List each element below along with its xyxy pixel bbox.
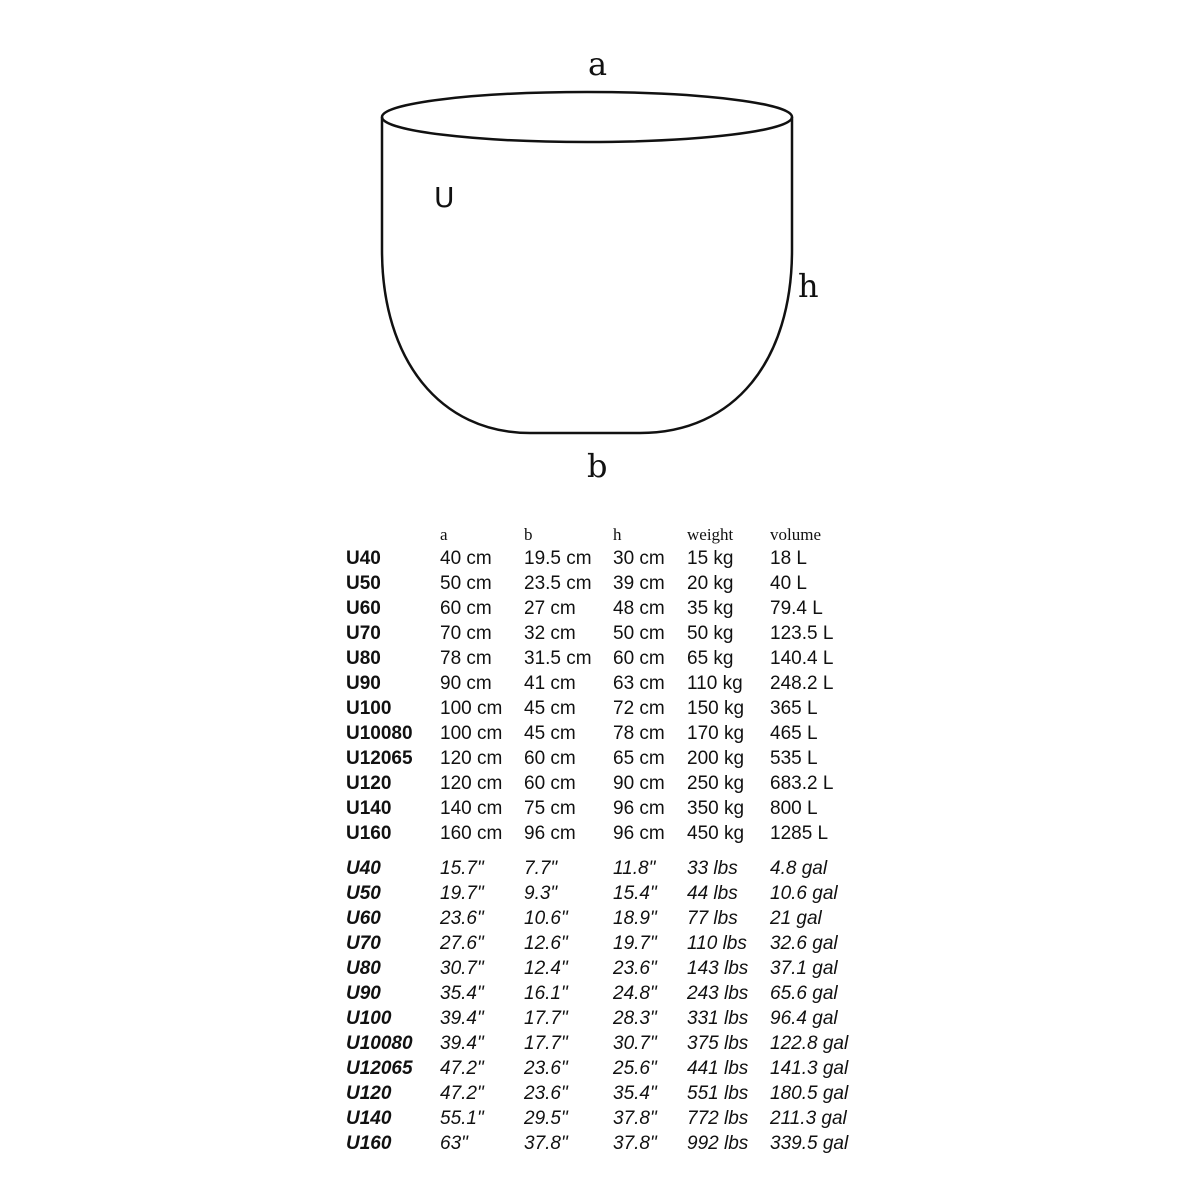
imperial-cell-volume: 4.8 gal — [770, 858, 828, 879]
metric-cell-weight: 250 kg — [687, 773, 745, 794]
imperial-cell-weight: 375 lbs — [687, 1033, 749, 1054]
metric-cell-weight: 170 kg — [687, 723, 745, 744]
metric-cell-b: 45 cm — [524, 698, 576, 719]
imperial-cell-a: 39.4" — [440, 1033, 484, 1054]
metric-cell-a: 160 cm — [440, 823, 503, 844]
imperial-cell-a: 47.2" — [440, 1058, 484, 1079]
imperial-cell-a: 23.6" — [440, 908, 484, 929]
imperial-cell-weight: 44 lbs — [687, 883, 738, 904]
imperial-cell-model: U120 — [346, 1083, 392, 1104]
metric-cell-a: 50 cm — [440, 573, 492, 594]
header-volume: volume — [770, 525, 821, 544]
metric-cell-h: 39 cm — [613, 573, 665, 594]
imperial-cell-model: U100 — [346, 1008, 392, 1029]
metric-cell-a: 100 cm — [440, 723, 503, 744]
imperial-cell-weight: 772 lbs — [687, 1108, 749, 1129]
imperial-cell-model: U40 — [346, 858, 381, 879]
metric-cell-weight: 15 kg — [687, 548, 734, 569]
metric-cell-weight: 35 kg — [687, 598, 734, 619]
imperial-cell-a: 47.2" — [440, 1083, 484, 1104]
imperial-cell-h: 23.6" — [613, 958, 657, 979]
imperial-cell-b: 17.7" — [524, 1008, 568, 1029]
imperial-cell-model: U50 — [346, 883, 381, 904]
imperial-cell-volume: 122.8 gal — [770, 1033, 849, 1054]
imperial-cell-weight: 143 lbs — [687, 958, 749, 979]
imperial-cell-weight: 77 lbs — [687, 908, 738, 929]
imperial-cell-volume: 180.5 gal — [770, 1083, 849, 1104]
header-model — [346, 524, 440, 546]
imperial-row — [346, 1056, 880, 1081]
imperial-cell-h: 18.9" — [613, 908, 657, 929]
imperial-cell-b: 12.4" — [524, 958, 568, 979]
imperial-row — [346, 906, 880, 931]
imperial-cell-b: 9.3" — [524, 883, 558, 904]
metric-cell-h: 90 cm — [613, 773, 665, 794]
imperial-cell-model: U160 — [346, 1133, 392, 1154]
metric-cell-volume: 535 L — [770, 748, 818, 769]
metric-cell-weight: 65 kg — [687, 648, 734, 669]
metric-cell-model: U80 — [346, 648, 381, 669]
metric-row — [346, 821, 880, 846]
metric-cell-weight: 200 kg — [687, 748, 745, 769]
metric-cell-a: 40 cm — [440, 548, 492, 569]
imperial-cell-b: 23.6" — [524, 1058, 568, 1079]
imperial-cell-volume: 65.6 gal — [770, 983, 838, 1004]
metric-cell-weight: 20 kg — [687, 573, 734, 594]
metric-spec-table — [346, 524, 880, 846]
metric-cell-weight: 350 kg — [687, 798, 745, 819]
metric-cell-a: 70 cm — [440, 623, 492, 644]
metric-cell-b: 60 cm — [524, 773, 576, 794]
imperial-cell-b: 23.6" — [524, 1083, 568, 1104]
imperial-cell-h: 11.8" — [613, 858, 656, 879]
metric-cell-b: 60 cm — [524, 748, 576, 769]
imperial-row — [346, 881, 880, 906]
imperial-cell-volume: 21 gal — [770, 908, 822, 929]
metric-cell-b: 75 cm — [524, 798, 576, 819]
metric-row — [346, 771, 880, 796]
metric-row — [346, 546, 880, 571]
imperial-spec-table — [346, 856, 880, 1156]
imperial-cell-b: 29.5" — [524, 1108, 568, 1129]
imperial-cell-weight: 441 lbs — [687, 1058, 749, 1079]
imperial-row — [346, 1081, 880, 1106]
imperial-cell-a: 27.6" — [440, 933, 484, 954]
metric-cell-b: 27 cm — [524, 598, 576, 619]
metric-cell-h: 96 cm — [613, 798, 665, 819]
imperial-cell-volume: 32.6 gal — [770, 933, 838, 954]
metric-cell-volume: 365 L — [770, 698, 818, 719]
imperial-cell-a: 15.7" — [440, 858, 484, 879]
metric-cell-volume: 683.2 L — [770, 773, 834, 794]
imperial-cell-weight: 110 lbs — [687, 933, 747, 954]
metric-row — [346, 646, 880, 671]
imperial-cell-model: U90 — [346, 983, 381, 1004]
metric-cell-b: 32 cm — [524, 623, 576, 644]
imperial-cell-h: 28.3" — [613, 1008, 657, 1029]
imperial-cell-model: U140 — [346, 1108, 392, 1129]
imperial-row — [346, 856, 880, 881]
metric-cell-h: 30 cm — [613, 548, 665, 569]
imperial-cell-weight: 243 lbs — [687, 983, 749, 1004]
metric-cell-volume: 40 L — [770, 573, 807, 594]
metric-cell-weight: 150 kg — [687, 698, 745, 719]
imperial-cell-weight: 33 lbs — [687, 858, 738, 879]
imperial-cell-a: 55.1" — [440, 1108, 484, 1129]
imperial-cell-volume: 141.3 gal — [770, 1058, 849, 1079]
metric-row — [346, 796, 880, 821]
metric-cell-model: U12065 — [346, 748, 413, 769]
metric-cell-a: 100 cm — [440, 698, 503, 719]
metric-cell-b: 96 cm — [524, 823, 576, 844]
imperial-cell-weight: 992 lbs — [687, 1133, 749, 1154]
metric-cell-model: U50 — [346, 573, 381, 594]
metric-cell-h: 48 cm — [613, 598, 665, 619]
metric-cell-weight: 110 kg — [687, 673, 743, 694]
metric-cell-h: 60 cm — [613, 648, 665, 669]
imperial-cell-volume: 96.4 gal — [770, 1008, 838, 1029]
imperial-cell-b: 16.1" — [524, 983, 568, 1004]
header-b: b — [524, 525, 533, 544]
imperial-row — [346, 1106, 880, 1131]
imperial-cell-a: 35.4" — [440, 983, 484, 1004]
imperial-row — [346, 1131, 880, 1156]
imperial-row — [346, 1031, 880, 1056]
imperial-cell-h: 35.4" — [613, 1083, 657, 1104]
metric-cell-b: 31.5 cm — [524, 648, 592, 669]
metric-cell-volume: 800 L — [770, 798, 818, 819]
imperial-cell-b: 7.7" — [524, 858, 558, 879]
pot-rim-ellipse — [382, 92, 792, 142]
imperial-cell-h: 19.7" — [613, 933, 657, 954]
metric-cell-model: U40 — [346, 548, 381, 569]
metric-cell-model: U60 — [346, 598, 381, 619]
metric-cell-model: U160 — [346, 823, 392, 844]
imperial-cell-b: 37.8" — [524, 1133, 568, 1154]
header-h: h — [613, 525, 622, 544]
imperial-cell-b: 17.7" — [524, 1033, 568, 1054]
metric-cell-volume: 465 L — [770, 723, 818, 744]
imperial-cell-volume: 339.5 gal — [770, 1133, 849, 1154]
dimension-label-b: b — [587, 447, 608, 485]
imperial-cell-h: 37.8" — [613, 1108, 657, 1129]
pot-body-outline — [382, 117, 792, 433]
metric-cell-h: 96 cm — [613, 823, 665, 844]
imperial-cell-model: U70 — [346, 933, 381, 954]
metric-cell-model: U70 — [346, 623, 381, 644]
metric-cell-b: 23.5 cm — [524, 573, 592, 594]
imperial-cell-weight: 331 lbs — [687, 1008, 749, 1029]
imperial-cell-model: U80 — [346, 958, 381, 979]
imperial-cell-h: 30.7" — [613, 1033, 657, 1054]
metric-cell-b: 41 cm — [524, 673, 576, 694]
metric-cell-b: 19.5 cm — [524, 548, 592, 569]
imperial-cell-weight: 551 lbs — [687, 1083, 749, 1104]
metric-cell-model: U90 — [346, 673, 381, 694]
metric-cell-h: 65 cm — [613, 748, 665, 769]
metric-row — [346, 571, 880, 596]
metric-cell-h: 50 cm — [613, 623, 665, 644]
metric-row — [346, 671, 880, 696]
imperial-cell-model: U10080 — [346, 1033, 413, 1054]
metric-cell-model: U10080 — [346, 723, 413, 744]
imperial-cell-volume: 211.3 gal — [770, 1108, 847, 1129]
metric-cell-volume: 123.5 L — [770, 623, 834, 644]
imperial-cell-a: 19.7" — [440, 883, 484, 904]
imperial-row — [346, 956, 880, 981]
imperial-cell-b: 12.6" — [524, 933, 568, 954]
imperial-cell-a: 39.4" — [440, 1008, 484, 1029]
imperial-cell-b: 10.6" — [524, 908, 568, 929]
metric-cell-a: 120 cm — [440, 773, 503, 794]
metric-cell-volume: 1285 L — [770, 823, 829, 844]
metric-cell-h: 72 cm — [613, 698, 665, 719]
imperial-cell-model: U12065 — [346, 1058, 413, 1079]
imperial-cell-h: 37.8" — [613, 1133, 657, 1154]
metric-cell-weight: 450 kg — [687, 823, 745, 844]
metric-cell-model: U140 — [346, 798, 392, 819]
metric-cell-h: 78 cm — [613, 723, 665, 744]
dimension-label-a: a — [588, 45, 608, 83]
imperial-row — [346, 1006, 880, 1031]
imperial-row — [346, 931, 880, 956]
metric-cell-volume: 18 L — [770, 548, 807, 569]
metric-cell-a: 60 cm — [440, 598, 492, 619]
metric-cell-model: U100 — [346, 698, 392, 719]
metric-cell-volume: 79.4 L — [770, 598, 823, 619]
model-label-u: U — [434, 181, 455, 214]
header-weight: weight — [687, 525, 734, 544]
metric-row — [346, 621, 880, 646]
metric-cell-a: 90 cm — [440, 673, 492, 694]
metric-row — [346, 746, 880, 771]
imperial-cell-volume: 10.6 gal — [770, 883, 838, 904]
metric-row — [346, 596, 880, 621]
metric-cell-b: 45 cm — [524, 723, 576, 744]
imperial-cell-a: 30.7" — [440, 958, 484, 979]
imperial-cell-h: 15.4" — [613, 883, 657, 904]
metric-cell-volume: 140.4 L — [770, 648, 834, 669]
table-header-row — [346, 524, 880, 546]
imperial-cell-h: 24.8" — [613, 983, 657, 1004]
metric-row — [346, 696, 880, 721]
metric-row — [346, 721, 880, 746]
metric-cell-a: 78 cm — [440, 648, 492, 669]
dimension-label-h: h — [798, 267, 819, 305]
metric-cell-model: U120 — [346, 773, 392, 794]
imperial-cell-volume: 37.1 gal — [770, 958, 838, 979]
metric-cell-weight: 50 kg — [687, 623, 734, 644]
imperial-cell-h: 25.6" — [613, 1058, 657, 1079]
header-a: a — [440, 525, 448, 544]
imperial-row — [346, 981, 880, 1006]
metric-cell-volume: 248.2 L — [770, 673, 834, 694]
imperial-cell-a: 63" — [440, 1133, 468, 1154]
metric-cell-h: 63 cm — [613, 673, 665, 694]
metric-cell-a: 140 cm — [440, 798, 503, 819]
metric-cell-a: 120 cm — [440, 748, 503, 769]
imperial-cell-model: U60 — [346, 908, 381, 929]
